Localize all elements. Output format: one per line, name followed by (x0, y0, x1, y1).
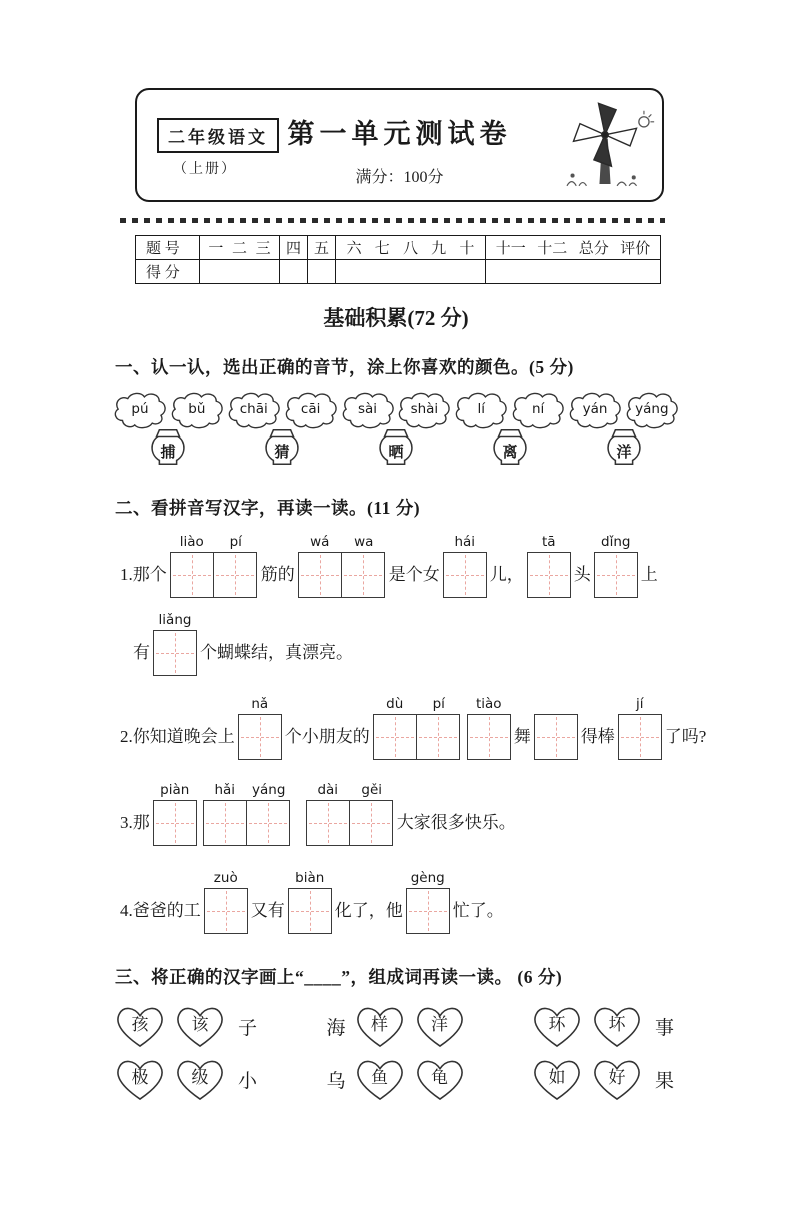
writing-slot (373, 694, 461, 760)
pinyin-label: hái (454, 534, 476, 550)
choice-character: 鱼 (371, 1068, 388, 1087)
score-cell (486, 260, 661, 284)
sentence-text: 儿， (489, 565, 524, 584)
writing-grid-box (306, 800, 350, 846)
question-number: 二 (231, 241, 247, 257)
character-jar (373, 427, 419, 469)
heart-option (412, 1003, 468, 1050)
char-choice-row-2 (112, 1056, 680, 1103)
target-character: 捕 (160, 444, 176, 461)
writing-slot (306, 780, 394, 846)
write-line-1 (120, 532, 793, 598)
choice-character: 洋 (431, 1015, 448, 1034)
paper-header (135, 88, 664, 202)
question-2-heading: 二、看拼音写汉字，再读一读。(11 分) (115, 498, 421, 518)
score-table (135, 235, 661, 284)
pinyin-label: dù (386, 696, 404, 712)
sentence-text: 个小朋友的 (284, 727, 370, 746)
writing-grid-box (534, 714, 578, 760)
writing-slot (594, 532, 638, 598)
pinyin-cloud (169, 391, 225, 429)
pinyin-option: shài (410, 401, 439, 417)
choice-character: 坏 (608, 1015, 626, 1034)
sentence-text: 忙了。 (452, 901, 504, 920)
pinyin-clouds-row (112, 391, 680, 429)
writing-grid-box (213, 552, 257, 598)
character-jar (145, 427, 191, 469)
word-character: 事 (654, 1018, 674, 1039)
pinyin-cloud (226, 391, 282, 429)
writing-grid-box (406, 888, 450, 934)
score-cell (336, 260, 486, 284)
writing-slot (153, 610, 197, 676)
writing-grid-box (341, 552, 385, 598)
choice-character: 如 (548, 1068, 566, 1087)
question-1-heading: 一、认一认，选出正确的音节，涂上你喜欢的颜色。(5 分) (115, 357, 574, 377)
sentence-text: 4.爸爸的工 (120, 901, 201, 920)
subject-badge: 二年级语文 (157, 118, 279, 153)
question-number: 一 (208, 241, 224, 257)
sentence-text: 化了，他 (334, 901, 403, 920)
heart-option (412, 1056, 468, 1103)
pinyin-label: wá (310, 534, 330, 550)
writing-slot (203, 780, 291, 846)
write-line-5 (120, 868, 793, 934)
writing-grid-box (204, 888, 248, 934)
score-table-header-row (136, 236, 661, 260)
evaluation-label: 评价 (620, 241, 651, 257)
pinyin-label (534, 694, 578, 714)
word-character: 子 (238, 1018, 258, 1039)
pinyin-label: jí (635, 696, 644, 712)
sentence-text: 3.那 (120, 813, 150, 832)
sentence-text: 筋的 (260, 565, 295, 584)
choice-character: 样 (371, 1015, 388, 1034)
question-number: 九 (431, 241, 447, 257)
question-number: 三 (255, 241, 271, 257)
pinyin-label: biàn (295, 870, 325, 886)
sentence-text: 1.那个 (120, 565, 167, 584)
question-number: 六 (346, 241, 362, 257)
question-number: 十 (459, 241, 475, 257)
writing-slot (406, 868, 450, 934)
char-choice-group (529, 1056, 680, 1103)
choice-character: 该 (191, 1015, 209, 1034)
sentence-text: 是个女 (388, 565, 440, 584)
heart-option (589, 1003, 645, 1050)
question-number: 四 (280, 236, 308, 260)
writing-grid-box (246, 800, 290, 846)
pinyin-cloud (112, 391, 168, 429)
pinyin-label: zuò (213, 870, 238, 886)
write-line-3 (120, 694, 793, 760)
target-character: 猜 (274, 444, 290, 461)
target-character: 离 (502, 444, 518, 461)
write-line-4 (120, 780, 793, 846)
score-cell (200, 260, 280, 284)
pinyin-label: liào (179, 534, 204, 550)
sentence-text: 大家很多快乐。 (396, 813, 516, 832)
pinyin-cloud (340, 391, 396, 429)
pinyin-option: yán (582, 401, 608, 417)
heart-option (589, 1056, 645, 1103)
character-jar (487, 427, 533, 469)
choice-character: 孩 (131, 1015, 149, 1034)
sentence-text: 2.你知道晚会上 (120, 727, 235, 746)
character-jars-row (112, 427, 680, 469)
target-character: 晒 (388, 444, 404, 461)
pinyin-label: pí (229, 534, 242, 550)
writing-grid-box (416, 714, 460, 760)
pinyin-option: sài (357, 401, 378, 417)
pinyin-label: liǎng (158, 612, 192, 628)
word-character: 小 (238, 1071, 258, 1092)
score-cell (308, 260, 336, 284)
word-character: 海 (326, 1018, 346, 1039)
pinyin-label: dài (317, 782, 339, 798)
heart-option (172, 1056, 228, 1103)
question-number: 十一 (495, 241, 526, 257)
question-3-heading: 三、将正确的汉字画上“____”，组成词再读一读。 (6 分) (115, 967, 563, 987)
pinyin-label: tā (541, 534, 556, 550)
writing-grid-box (203, 800, 247, 846)
writing-slot (288, 868, 332, 934)
writing-grid-box (467, 714, 511, 760)
char-choice-group (529, 1003, 680, 1050)
pinyin-option: cāi (300, 401, 321, 417)
windmill-icon (554, 94, 656, 196)
pinyin-option: lí (477, 401, 485, 417)
question-number: 七 (374, 241, 390, 257)
question-row-label: 题 号 (146, 241, 180, 257)
writing-slot (618, 694, 662, 760)
choice-character: 级 (191, 1068, 209, 1087)
choice-character: 极 (131, 1068, 149, 1087)
question-number: 五 (308, 236, 336, 260)
pinyin-option: pú (131, 401, 149, 417)
word-character: 乌 (326, 1071, 346, 1092)
pinyin-label: gèng (410, 870, 445, 886)
heart-option (352, 1056, 408, 1103)
sentence-text: 头 (573, 565, 591, 584)
writing-slot (204, 868, 248, 934)
writing-slot (153, 780, 197, 846)
write-line-2 (133, 610, 793, 676)
heart-option (112, 1003, 168, 1050)
heart-option (529, 1056, 585, 1103)
character-jar (601, 427, 647, 469)
pinyin-option: bǔ (188, 401, 206, 417)
question-number: 十二 (537, 241, 568, 257)
writing-slot (527, 532, 571, 598)
writing-grid-box (153, 800, 197, 846)
char-choice-group (112, 1003, 263, 1050)
score-table-score-row (136, 260, 661, 284)
sentence-text: 有 (133, 643, 150, 662)
writing-grid-box (618, 714, 662, 760)
pinyin-cloud (567, 391, 623, 429)
heart-option (112, 1056, 168, 1103)
sentence-text: 个蝴蝶结，真漂亮。 (200, 643, 353, 662)
pinyin-cloud (510, 391, 566, 429)
pinyin-option: yáng (635, 401, 669, 417)
test-paper-page (0, 88, 793, 1210)
choice-character: 好 (608, 1068, 626, 1087)
question-number: 八 (402, 241, 418, 257)
character-jar (259, 427, 305, 469)
writing-grid-box (153, 630, 197, 676)
writing-slot (298, 532, 386, 598)
pinyin-label: dǐng (601, 534, 631, 550)
word-character: 果 (654, 1071, 674, 1092)
pinyin-label: pí (432, 696, 445, 712)
choice-character: 龟 (431, 1068, 448, 1087)
char-choice-group (320, 1056, 471, 1103)
char-choice-row-1 (112, 1003, 680, 1050)
section-title: 基础积累(72 分) (323, 306, 469, 330)
writing-slot (170, 532, 258, 598)
heart-option (529, 1003, 585, 1050)
total-score-label: 总分 (578, 241, 609, 257)
pinyin-label: yáng (252, 782, 286, 798)
pinyin-option: ní (531, 401, 545, 417)
pinyin-label: nǎ (251, 696, 269, 712)
pinyin-label: wa (354, 534, 374, 550)
writing-grid-box (527, 552, 571, 598)
writing-grid-box (298, 552, 342, 598)
pinyin-cloud (624, 391, 680, 429)
sentence-text: 又有 (250, 901, 285, 920)
sentence-text: 了吗? (664, 727, 707, 746)
sentence-text: 上 (640, 565, 658, 584)
target-character: 洋 (616, 444, 632, 461)
pinyin-cloud (283, 391, 339, 429)
pinyin-label: gěi (361, 782, 383, 798)
char-choice-group (112, 1056, 263, 1103)
heart-option (172, 1003, 228, 1050)
sentence-text: 得棒 (580, 727, 615, 746)
score-row-label: 得 分 (146, 265, 180, 281)
writing-grid-box (238, 714, 282, 760)
writing-slot (238, 694, 282, 760)
paper-title: 第一单元测试卷 (287, 119, 512, 149)
writing-grid-box (594, 552, 638, 598)
writing-grid-box (288, 888, 332, 934)
choice-character: 环 (548, 1015, 566, 1034)
pinyin-label: piàn (160, 782, 190, 798)
score-cell (280, 260, 308, 284)
dashed-cut-line (120, 218, 665, 223)
char-choice-group (320, 1003, 471, 1050)
sentence-text: 舞 (513, 727, 531, 746)
writing-grid-box (443, 552, 487, 598)
pinyin-option: chāi (239, 401, 268, 417)
pinyin-label: tiào (475, 696, 502, 712)
heart-option (352, 1003, 408, 1050)
full-score-label: 满分：100分 (355, 169, 444, 186)
pinyin-label: hǎi (214, 782, 236, 798)
writing-slot (443, 532, 487, 598)
writing-grid-box (373, 714, 417, 760)
volume-label: （上册） (173, 162, 237, 177)
writing-slot (467, 694, 511, 760)
writing-grid-box (349, 800, 393, 846)
writing-slot (534, 694, 578, 760)
writing-grid-box (170, 552, 214, 598)
pinyin-cloud (453, 391, 509, 429)
pinyin-cloud (396, 391, 452, 429)
